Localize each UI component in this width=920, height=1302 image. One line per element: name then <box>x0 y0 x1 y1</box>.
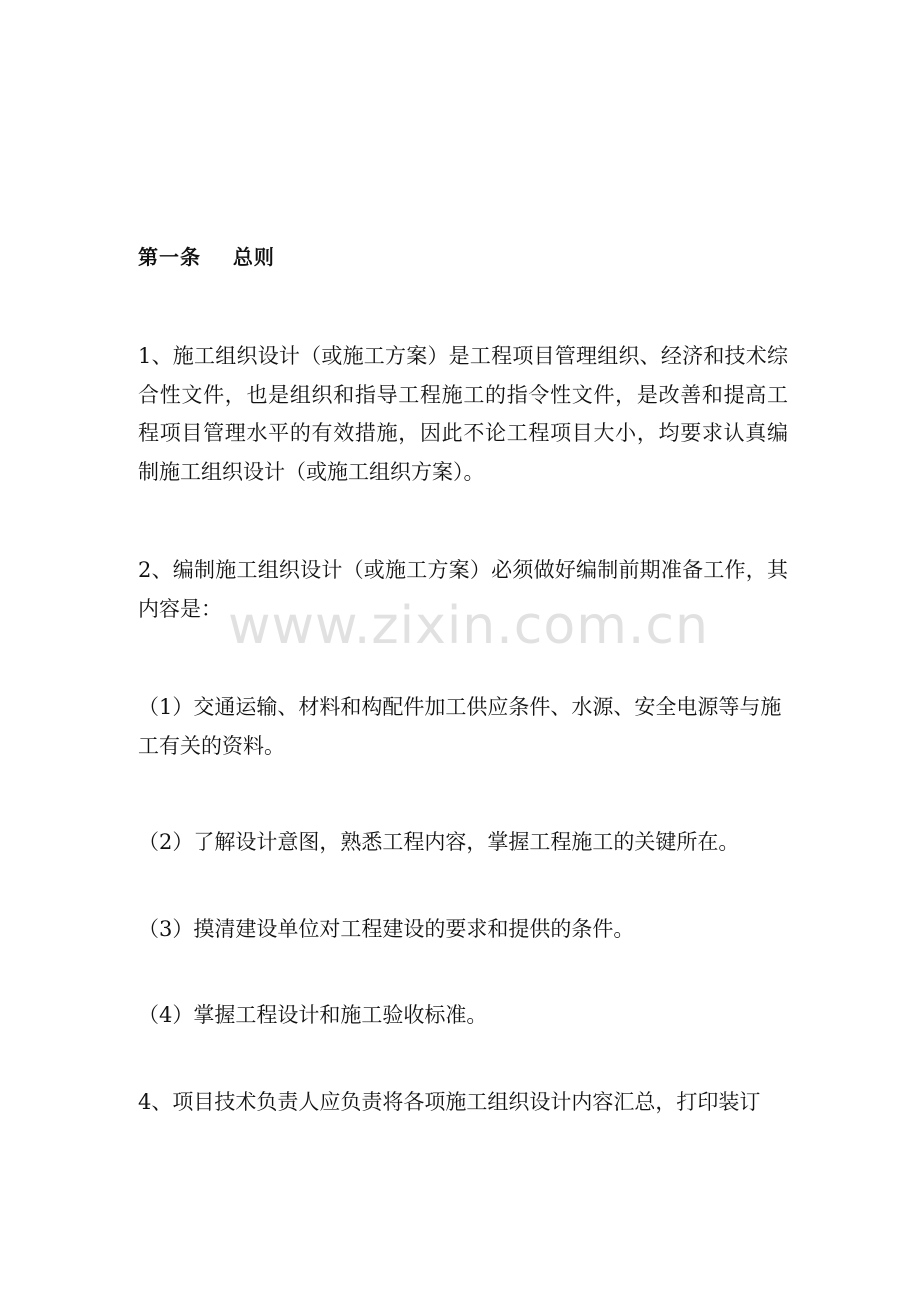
list-item-3: （3）摸清建设单位对工程建设的要求和提供的条件。 <box>138 916 635 941</box>
list-item-1: （1）交通运输、材料和构配件加工供应条件、水源、安全电源等与施工有关的资料。 <box>138 695 782 758</box>
paragraph-4: 4、项目技术负责人应负责将各项施工组织设计内容汇总，打印装订 <box>138 1089 761 1114</box>
article-heading: 第一条 总则 <box>138 245 275 269</box>
list-item-2: （2）了解设计意图，熟悉工程内容，掌握工程施工的关键所在。 <box>138 830 740 854</box>
list-item-4: （4）掌握工程设计和施工验收标准。 <box>138 1003 488 1027</box>
paragraph-2: 2、编制施工组织设计（或施工方案）必须做好编制前期准备工作，其内容是： <box>138 558 788 621</box>
watermark-text: www.zixin.com.cn <box>228 596 709 656</box>
document-body <box>138 237 788 1169</box>
paragraph-1: 1、施工组织设计（或施工方案）是工程项目管理组织、经济和技术综合性文件，也是组织和指导工程施工的指令性文件，是改善和提高工程项目管理水平的有效措施，因此不论工程项目大小，均要求认真编制施工组织设计（或施工组织方案）。 <box>138 344 788 484</box>
